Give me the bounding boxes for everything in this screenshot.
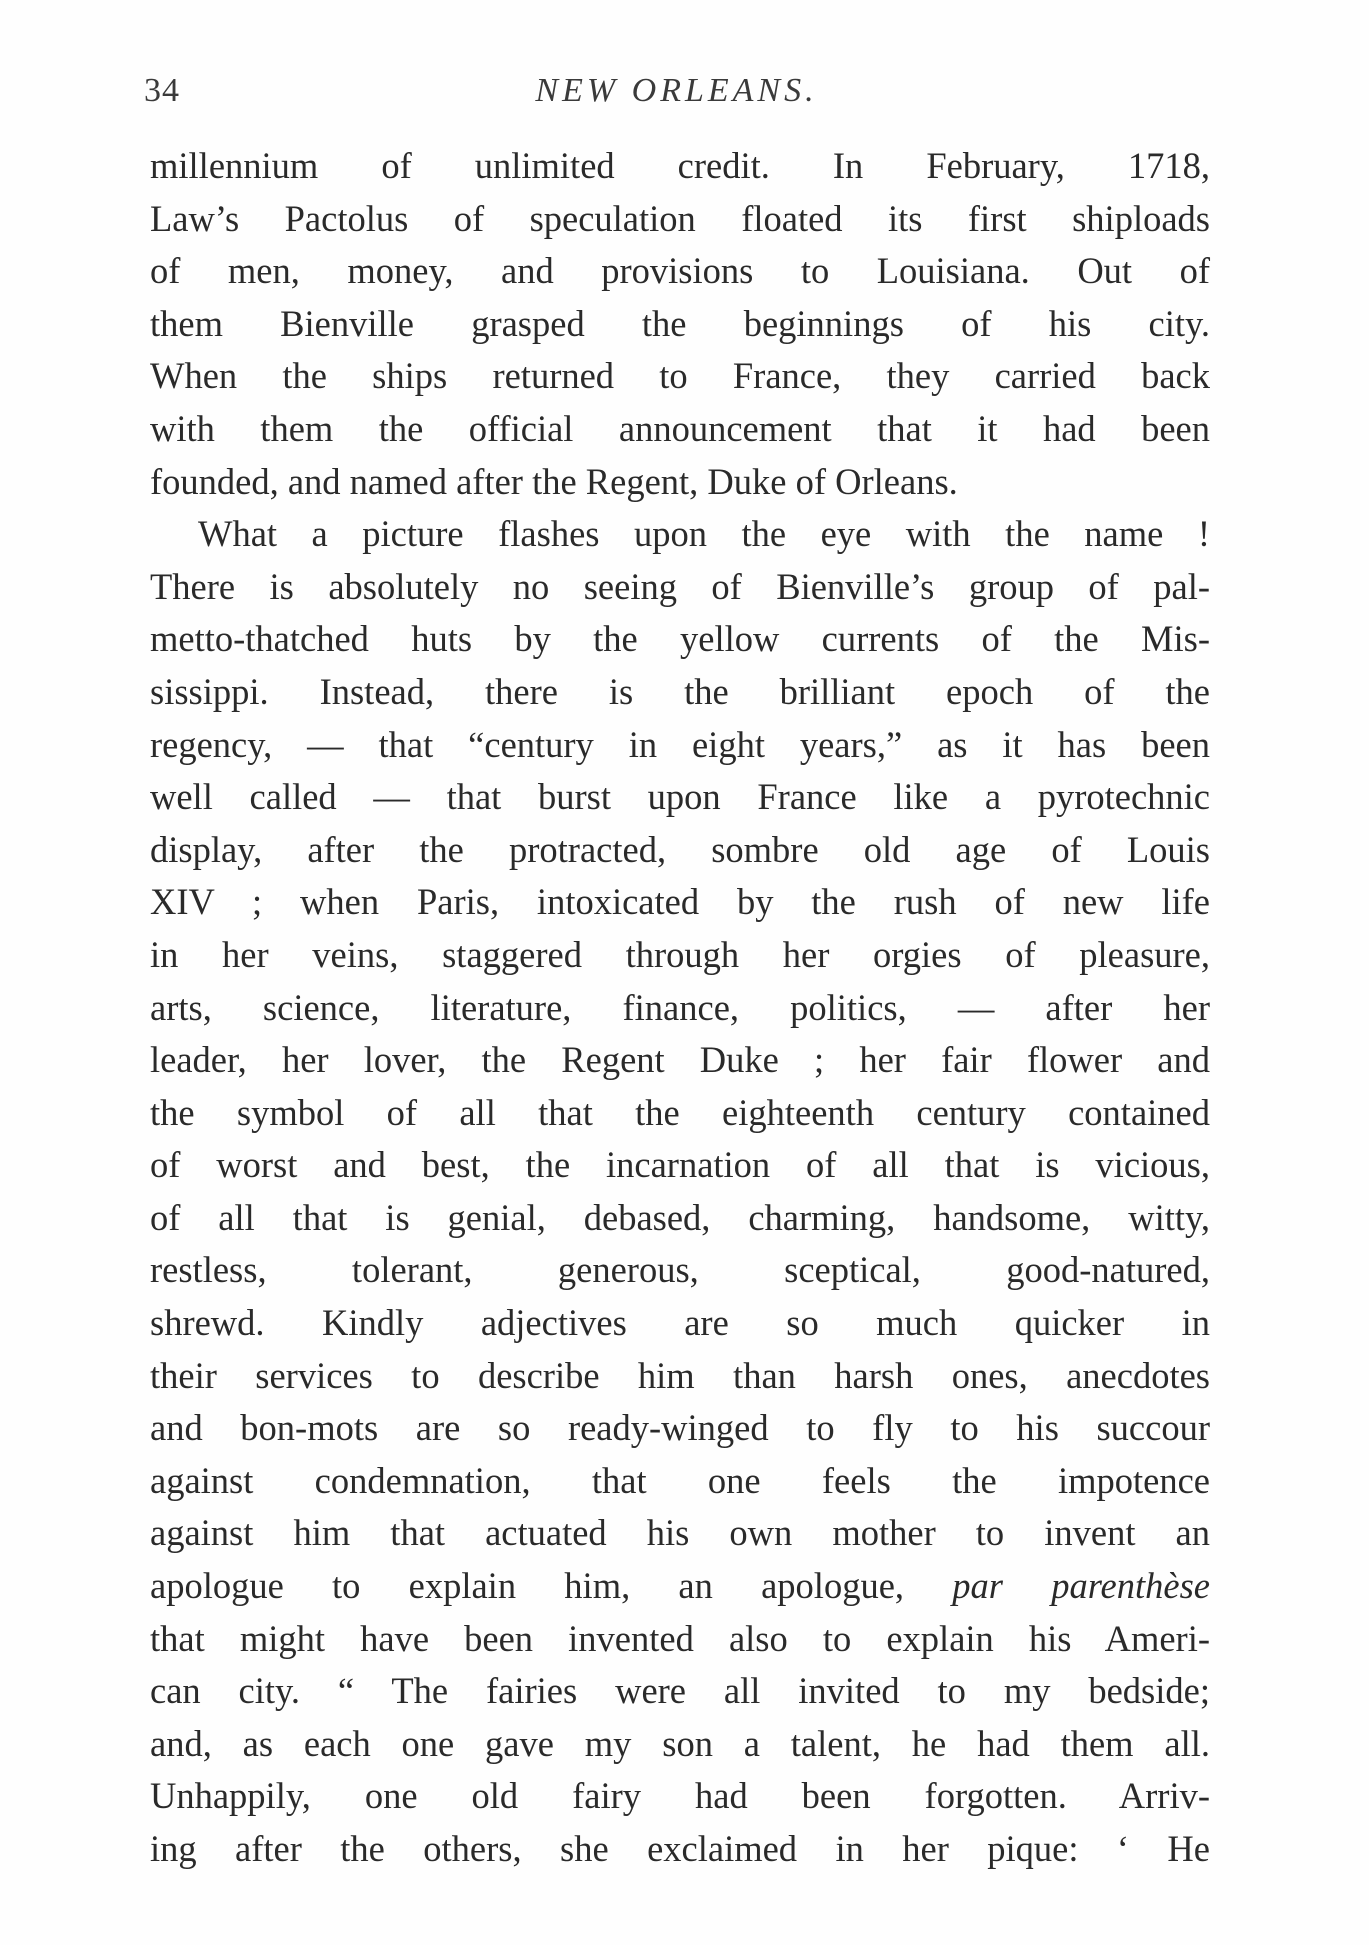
text-line: of all that is genial, debased, charming, handsome, witty, <box>150 1196 1210 1238</box>
text-line: their services to describe him than harsh ones, anecdotes <box>150 1354 1210 1396</box>
text-line: regency, — that “century in eight years,” as it has been <box>150 723 1210 765</box>
text-line: shrewd. Kindly adjectives are so much quicker in <box>150 1302 1210 1344</box>
text-line: that might have been invented also to explain his Ameri- <box>150 1617 1210 1659</box>
text-line: well called — that burst upon France like a pyrotechnic <box>150 776 1210 818</box>
text-line: the symbol of all that the eighteenth century contained <box>150 1091 1210 1133</box>
text-line: metto-thatched huts by the yellow currents of the Mis- <box>150 618 1210 660</box>
text-line: display, after the protracted, sombre old age of Louis <box>150 828 1210 870</box>
text-line: When the ships returned to France, they carried back <box>150 355 1210 397</box>
text-line: There is absolutely no seeing of Bienville’s group of pal- <box>150 565 1210 607</box>
text-line: against him that actuated his own mother to invent an <box>150 1512 1210 1554</box>
text-line: restless, tolerant, generous, sceptical, good-natured, <box>150 1249 1210 1291</box>
text-line-paragraph-start: What a picture flashes upon the eye with the name ! <box>198 513 1210 555</box>
text-line: XIV ; when Paris, intoxicated by the rush of new life <box>150 881 1210 923</box>
text-line: Unhappily, one old fairy had been forgotten. Arriv- <box>150 1775 1210 1817</box>
text-line: against condemnation, that one feels the impotence <box>150 1459 1210 1501</box>
text-line: arts, science, literature, finance, politics, — after her <box>150 986 1210 1028</box>
text-line-paragraph-end: founded, and named after the Regent, Duke of Orleans. <box>150 460 958 502</box>
text-line: with them the official announcement that it had been <box>150 407 1210 449</box>
body-text <box>150 140 1210 1876</box>
text-line: sissippi. Instead, there is the brilliant epoch of the <box>150 670 1210 712</box>
running-head <box>144 66 1209 116</box>
text-line: of men, money, and provisions to Louisiana. Out of <box>150 250 1210 292</box>
running-title: NEW ORLEANS. <box>535 72 818 109</box>
text-line: of worst and best, the incarnation of all that is vicious, <box>150 1144 1210 1186</box>
text-line: can city. “ The fairies were all invited to my bedside; <box>150 1670 1210 1712</box>
text-line-with-italic <box>150 1560 1210 1613</box>
text-line: in her veins, staggered through her orgies of pleasure, <box>150 933 1210 975</box>
text-line: leader, her lover, the Regent Duke ; her fair flower and <box>150 1039 1210 1081</box>
text-line: Law’s Pactolus of speculation floated its first shiploads <box>150 197 1210 239</box>
page-number: 34 <box>144 72 180 109</box>
text-line: ing after the others, she exclaimed in her pique: ‘ He <box>150 1828 1210 1869</box>
text-line: millennium of unlimited credit. In February, 1718, <box>150 145 1210 186</box>
text-line-roman-part: apologue to explain him, an apologue, <box>150 1565 905 1607</box>
text-line: and, as each one gave my son a talent, he had them all. <box>150 1722 1210 1764</box>
italic-phrase: par parenthèse <box>952 1565 1210 1607</box>
text-line: and bon-mots are so ready-winged to fly to his succour <box>150 1407 1210 1449</box>
text-line: them Bienville grasped the beginnings of his city. <box>150 302 1210 344</box>
